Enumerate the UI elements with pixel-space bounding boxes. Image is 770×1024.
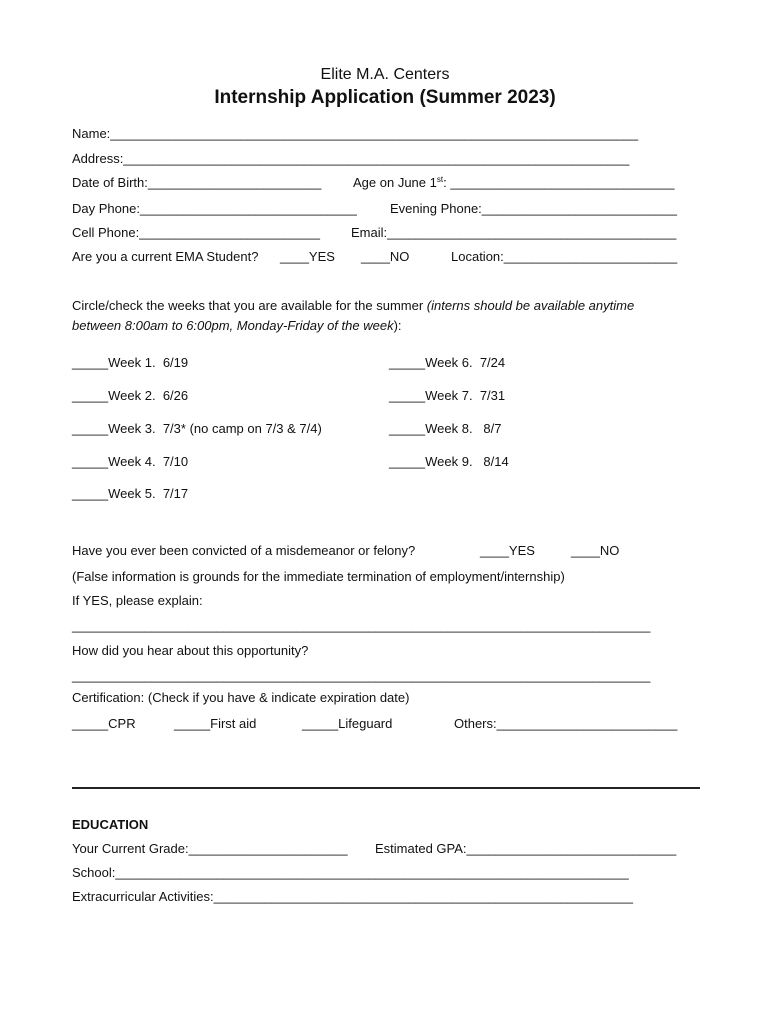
email-field[interactable]: Email:________________________________________ — [351, 225, 677, 240]
weeks-instructions-cont — [72, 318, 402, 333]
others-field[interactable]: Others:_________________________ — [454, 716, 678, 731]
weeks-instructions-note: (interns should be available anytime — [426, 298, 635, 313]
education-heading: EDUCATION — [72, 817, 149, 832]
weeks-instructions-text: Circle/check the weeks that you are available for the summer — [72, 298, 427, 313]
week-6-option[interactable]: _____Week 6. 7/24 — [389, 355, 506, 370]
ema-student-question: Are you a current EMA Student? — [72, 249, 259, 264]
conviction-yes-option[interactable]: ____YES — [480, 543, 535, 558]
week-5-option[interactable]: _____Week 5. 7/17 — [72, 486, 189, 501]
address-field[interactable]: Address:______________________________________________________________________ — [72, 151, 630, 166]
week-3-option[interactable]: _____Week 3. 7/3* (no camp on 7/3 & 7/4) — [72, 421, 322, 436]
explain-line[interactable]: ________________________________________________________________________________ — [72, 618, 651, 633]
week-9-option[interactable]: _____Week 9. 8/14 — [389, 454, 509, 469]
week-8-option[interactable]: _____Week 8. 8/7 — [389, 421, 502, 436]
gpa-field[interactable]: Estimated GPA:_____________________________ — [375, 841, 677, 856]
week-7-option[interactable]: _____Week 7. 7/31 — [389, 388, 506, 403]
ema-yes-option[interactable]: ____YES — [280, 249, 335, 264]
evening-phone-field[interactable]: Evening Phone:___________________________ — [390, 201, 678, 216]
cpr-option[interactable]: _____CPR — [72, 716, 136, 731]
week-4-option[interactable]: _____Week 4. 7/10 — [72, 454, 189, 469]
conviction-no-option[interactable]: ____NO — [571, 543, 620, 558]
explain-label: If YES, please explain: — [72, 593, 203, 608]
age-label: Age on June 1 — [353, 175, 437, 190]
lifeguard-option[interactable]: _____Lifeguard — [302, 716, 393, 731]
weeks-instructions-end: ): — [393, 318, 402, 333]
section-divider — [72, 787, 700, 789]
location-field[interactable]: Location:________________________ — [451, 249, 678, 264]
weeks-instructions — [72, 298, 634, 313]
age-label-superscript: st — [436, 175, 444, 184]
extracurricular-field[interactable]: Extracurricular Activities:__________________________________________________________ — [72, 889, 633, 904]
date-of-birth-field[interactable]: Date of Birth:________________________ — [72, 175, 322, 190]
form-title: Internship Application (Summer 2023) — [214, 87, 556, 108]
age-field[interactable] — [353, 175, 674, 190]
current-grade-field[interactable]: Your Current Grade:______________________ — [72, 841, 348, 856]
weeks-instructions-hours: between 8:00am to 6:00pm, Monday-Friday of the week — [72, 318, 394, 333]
week-2-option[interactable]: _____Week 2. 6/26 — [72, 388, 189, 403]
week-1-option[interactable]: _____Week 1. 6/19 — [72, 355, 189, 370]
ema-no-option[interactable]: ____NO — [361, 249, 410, 264]
school-field[interactable]: School:_______________________________________________________________________ — [72, 865, 629, 880]
first-aid-option[interactable]: _____First aid — [174, 716, 257, 731]
hear-question: How did you hear about this opportunity? — [72, 643, 309, 658]
conviction-question: Have you ever been convicted of a misdemeanor or felony? — [72, 543, 416, 558]
cell-phone-field[interactable]: Cell Phone:_________________________ — [72, 225, 320, 240]
name-field[interactable]: Name:_________________________________________________________________________ — [72, 126, 639, 141]
day-phone-field[interactable]: Day Phone:______________________________ — [72, 201, 357, 216]
false-info-note: (False information is grounds for the immediate termination of employment/internship) — [72, 569, 565, 584]
certification-heading: Certification: (Check if you have & indicate expiration date) — [72, 690, 410, 705]
age-blank: : _______________________________ — [443, 175, 675, 190]
hear-line[interactable]: ________________________________________________________________________________ — [72, 668, 651, 683]
organization-name: Elite M.A. Centers — [320, 66, 450, 83]
